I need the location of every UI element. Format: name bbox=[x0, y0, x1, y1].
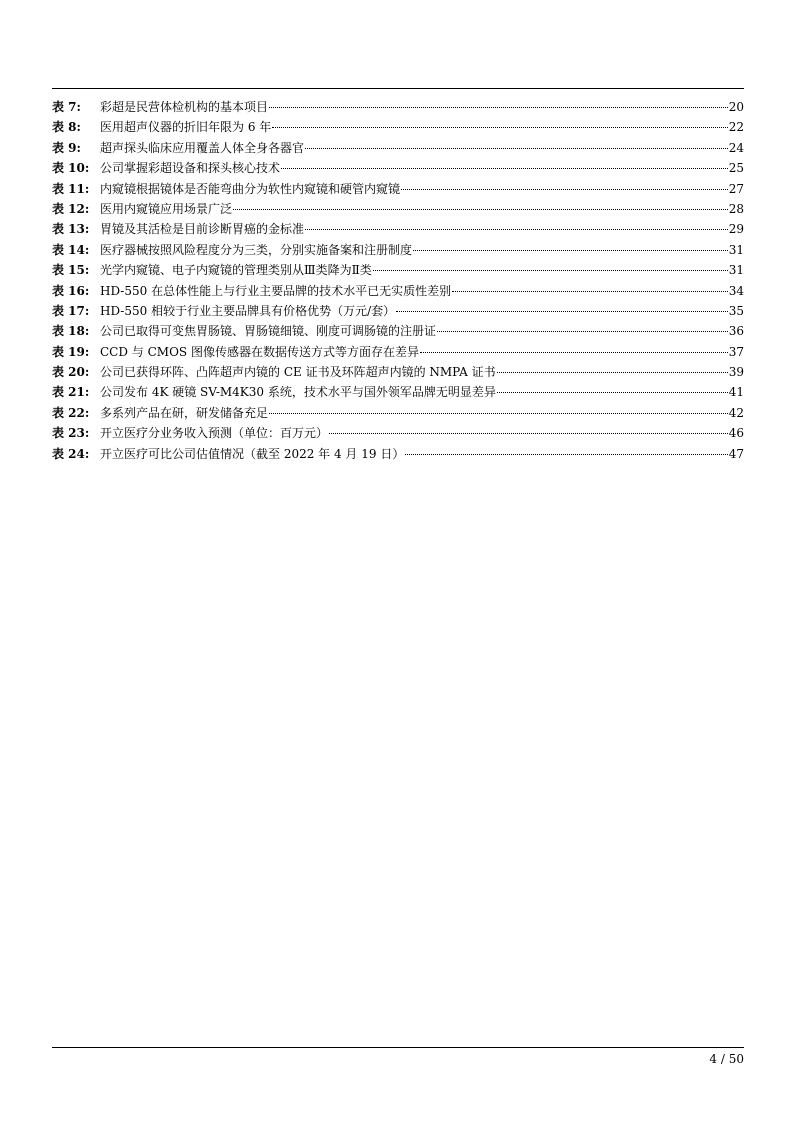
toc-label: 表 9: bbox=[52, 140, 81, 155]
toc-page: 41 bbox=[728, 385, 744, 400]
toc-title: 光学内窥镜、电子内窥镜的管理类别从Ⅲ类降为Ⅱ类 bbox=[100, 263, 372, 278]
toc-page: 39 bbox=[728, 365, 744, 380]
toc-leader-dots bbox=[269, 412, 728, 414]
toc-page: 34 bbox=[728, 283, 744, 298]
toc-page: 24 bbox=[728, 140, 744, 155]
toc-title: 医用内窥镜应用场景广泛 bbox=[100, 201, 233, 216]
toc-entry[interactable] bbox=[52, 240, 744, 260]
toc-leader-dots bbox=[272, 126, 727, 128]
toc-title: 开立医疗分业务收入预测（单位：百万元） bbox=[100, 426, 329, 441]
toc-label: 表 11: bbox=[52, 181, 90, 196]
toc-leader-dots bbox=[305, 228, 728, 230]
toc-leader-dots bbox=[497, 391, 728, 393]
toc-page: 31 bbox=[728, 263, 744, 278]
toc-label: 表 18: bbox=[52, 324, 90, 339]
toc-title: 多系列产品在研，研发储备充足 bbox=[100, 405, 269, 420]
toc-label: 表 15: bbox=[52, 263, 90, 278]
toc-entry[interactable] bbox=[52, 260, 744, 280]
toc-label: 表 10: bbox=[52, 161, 90, 176]
toc-page: 25 bbox=[728, 161, 744, 176]
toc-page: 42 bbox=[728, 405, 744, 420]
header-rule bbox=[52, 88, 744, 89]
footer-rule bbox=[52, 1047, 744, 1048]
toc-entry[interactable] bbox=[52, 117, 744, 137]
toc-entry[interactable] bbox=[52, 138, 744, 158]
toc-leader-dots bbox=[329, 432, 728, 434]
toc-page: 46 bbox=[728, 426, 744, 441]
toc-page: 36 bbox=[728, 324, 744, 339]
toc-entry[interactable] bbox=[52, 158, 744, 178]
toc-label: 表 17: bbox=[52, 303, 90, 318]
toc-title: 开立医疗可比公司估值情况（截至 2022 年 4 月 19 日） bbox=[100, 446, 405, 461]
toc-page: 20 bbox=[728, 100, 744, 114]
toc-leader-dots bbox=[233, 208, 728, 210]
toc-leader-dots bbox=[373, 269, 728, 271]
toc-entry[interactable] bbox=[52, 199, 744, 219]
toc-label: 表 24: bbox=[52, 446, 90, 461]
toc-title: 公司发布 4K 硬镜 SV-M4K30 系统，技术水平与国外领军品牌无明显差异 bbox=[100, 385, 496, 400]
toc-entry[interactable] bbox=[52, 382, 744, 402]
toc-page: 27 bbox=[728, 181, 744, 196]
table-of-contents bbox=[52, 97, 744, 464]
toc-title: 内窥镜根据镜体是否能弯曲分为软性内窥镜和硬管内窥镜 bbox=[100, 181, 401, 196]
toc-page: 35 bbox=[728, 303, 744, 318]
toc-page: 28 bbox=[728, 201, 744, 216]
toc-label: 表 14: bbox=[52, 242, 90, 257]
toc-label: 表 12: bbox=[52, 201, 90, 216]
toc-title: 医用超声仪器的折旧年限为 6 年 bbox=[100, 120, 272, 135]
toc-label: 表 22: bbox=[52, 405, 90, 420]
toc-leader-dots bbox=[281, 167, 728, 169]
toc-entry[interactable] bbox=[52, 97, 744, 117]
toc-page: 37 bbox=[728, 344, 744, 359]
toc-title: 公司已获得环阵、凸阵超声内镜的 CE 证书及环阵超声内镜的 NMPA 证书 bbox=[100, 365, 496, 380]
toc-leader-dots bbox=[396, 310, 728, 312]
toc-leader-dots bbox=[269, 106, 728, 108]
toc-entry[interactable] bbox=[52, 423, 744, 443]
toc-entry[interactable] bbox=[52, 219, 744, 239]
toc-label: 表 7: bbox=[52, 100, 81, 114]
toc-leader-dots bbox=[420, 351, 728, 353]
toc-title: 公司已取得可变焦胃肠镜、胃肠镜细镜、刚度可调肠镜的注册证 bbox=[100, 324, 437, 339]
toc-label: 表 16: bbox=[52, 283, 90, 298]
toc-title: 超声探头临床应用覆盖人体全身各器官 bbox=[100, 140, 305, 155]
toc-title: 彩超是民营体检机构的基本项目 bbox=[100, 100, 269, 114]
toc-entry[interactable] bbox=[52, 281, 744, 301]
toc-title: HD-550 在总体性能上与行业主要品牌的技术水平已无实质性差别 bbox=[100, 283, 452, 298]
toc-leader-dots bbox=[497, 371, 728, 373]
toc-title: 公司掌握彩超设备和探头核心技术 bbox=[100, 161, 281, 176]
toc-entry[interactable] bbox=[52, 444, 744, 464]
toc-entry[interactable] bbox=[52, 179, 744, 199]
toc-label: 表 8: bbox=[52, 120, 81, 135]
toc-label: 表 21: bbox=[52, 385, 90, 400]
toc-page: 31 bbox=[728, 242, 744, 257]
toc-entry[interactable] bbox=[52, 321, 744, 341]
toc-label: 表 19: bbox=[52, 344, 90, 359]
toc-leader-dots bbox=[452, 290, 728, 292]
toc-leader-dots bbox=[305, 147, 728, 149]
toc-page: 47 bbox=[728, 446, 744, 461]
toc-label: 表 13: bbox=[52, 222, 90, 237]
toc-title: HD-550 相较于行业主要品牌具有价格优势（万元/套） bbox=[100, 303, 396, 318]
toc-page: 29 bbox=[728, 222, 744, 237]
toc-entry[interactable] bbox=[52, 301, 744, 321]
toc-title: 胃镜及其活检是目前诊断胃癌的金标准 bbox=[100, 222, 305, 237]
toc-title: 医疗器械按照风险程度分为三类，分别实施备案和注册制度 bbox=[100, 242, 413, 257]
toc-page: 22 bbox=[728, 120, 744, 135]
toc-leader-dots bbox=[437, 330, 728, 332]
toc-entry[interactable] bbox=[52, 403, 744, 423]
toc-leader-dots bbox=[413, 249, 728, 251]
toc-label: 表 20: bbox=[52, 365, 90, 380]
toc-leader-dots bbox=[405, 453, 727, 455]
toc-entry[interactable] bbox=[52, 362, 744, 382]
toc-entry[interactable] bbox=[52, 342, 744, 362]
page-number: 4 / 50 bbox=[709, 1052, 744, 1066]
toc-title: CCD 与 CMOS 图像传感器在数据传送方式等方面存在差异 bbox=[100, 344, 419, 359]
toc-label: 表 23: bbox=[52, 426, 90, 441]
toc-leader-dots bbox=[401, 188, 728, 190]
